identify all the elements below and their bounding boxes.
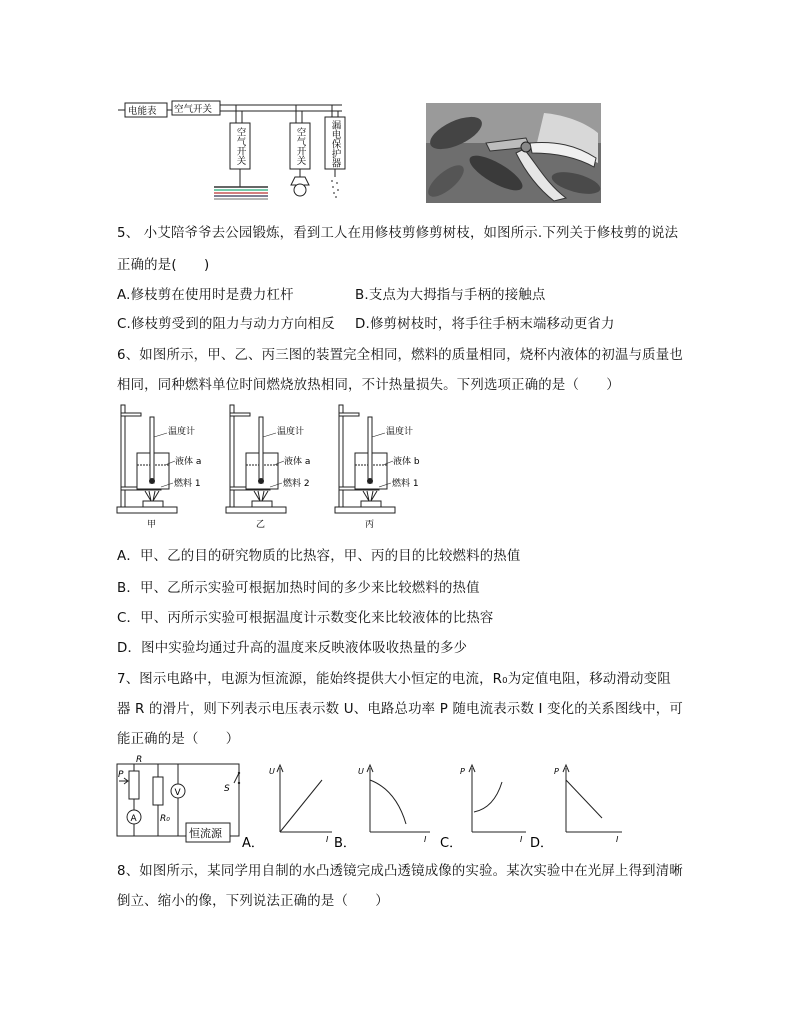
source-label: 恒流源 [189,827,222,840]
apparatus-figure-yi [224,403,334,533]
circuit-diagram [114,755,246,847]
switch-label: S [224,784,230,794]
fig-bing-thermometer-label: 温度计 [386,427,414,437]
outlet-dots [331,180,339,198]
fig-yi-liquid-label: 液体 a [284,457,311,467]
q6-stem-line2: 相同，同种燃料单位时间燃烧放热相同，不计热量损失。下列选项正确的是（ ） [117,378,620,393]
q5-stem-line1: 5、 小艾陪爷爷去公园锻炼，看到工人在用修枝剪修剪树枝，如图所示.下列关于修枝剪的说法 [117,226,679,241]
graph-a-y-label: U [269,767,275,776]
rheostat-r [129,771,139,799]
fig-bing-fuel-label: 燃料 1 [392,479,419,489]
apparatus-figure-jia [115,403,225,533]
rheostat-label: R [136,755,143,765]
ammeter-label: A [130,814,137,824]
q6-option-d: D．图中实验均通过升高的温度来反映液体吸收热量的多少 [117,641,468,656]
graph-c [440,762,532,848]
graph-b [334,762,434,848]
wire-bundle [214,187,268,199]
fig-jia-fuel-label: 燃料 1 [174,479,201,489]
graph-d [530,762,626,848]
main-switch-label: 空气开关 [174,104,213,115]
fig-bing-caption: 丙 [365,520,375,530]
q5-option-b: B.支点为大拇指与手柄的接触点 [355,288,546,303]
q7-stem-line3: 能正确的是（ ） [117,732,240,747]
meter-label: 电能表 [128,106,157,117]
fig-jia-thermometer-label: 温度计 [168,427,196,437]
fig-yi-fuel-label: 燃料 2 [283,479,310,489]
fig-jia-liquid-label: 液体 a [175,457,202,467]
q6-option-a: A．甲、乙的目的研究物质的比热容，甲、丙的目的比较燃料的热值 [117,549,521,564]
slider-label: P [118,770,124,780]
graph-b-x-label: I [424,835,427,844]
graph-a-curve [280,780,322,832]
graph-a-option-label: A． [242,836,264,848]
q8-stem-line2: 倒立、缩小的像，下列说法正确的是（ ） [117,894,389,909]
q5-option-c: C.修枝剪受到的阻力与动力方向相反 [117,317,335,332]
fig-yi-caption: 乙 [256,520,266,530]
branch-switch-1-label: 空气开关 [234,127,246,165]
graph-b-y-label: U [358,767,364,776]
resistor-r0 [153,777,163,805]
q6-option-c: C．甲、丙所示实验可根据温度计示数变化来比较液体的比热容 [117,611,494,626]
graph-a-x-label: I [326,835,329,844]
graph-d-x-label: I [616,835,619,844]
graph-c-curve [474,782,502,812]
graph-c-y-label: P [460,767,465,776]
graph-c-option-label: C． [440,836,463,848]
q8-stem-line1: 8、如图所示，某同学用自制的水凸透镜完成凸透镜成像的实验。某次实验中在光屏上得到清晰 [117,864,683,879]
graph-d-curve [566,780,602,818]
resistor-r0-label: R₀ [160,814,170,824]
graph-b-curve [370,780,406,824]
wiring-diagram [110,97,360,207]
graph-b-option-label: B． [334,836,356,848]
q6-option-b: B．甲、乙所示实验可根据加热时间的多少来比较燃料的热值 [117,581,480,596]
graph-a [242,762,334,848]
q6-stem-line1: 6、如图所示，甲、乙、丙三图的装置完全相同，燃料的质量相同，烧杯内液体的初温与质量也 [117,348,683,363]
graph-c-x-label: I [520,835,523,844]
apparatus-figure-bing [333,403,443,533]
fig-yi-thermometer-label: 温度计 [277,427,305,437]
branch-switch-2-label: 空气开关 [294,127,306,165]
graph-d-y-label: P [554,767,559,776]
switch-s [234,773,239,783]
pruning-shears-photo [426,103,601,203]
graph-d-option-label: D． [530,836,554,848]
fig-bing-liquid-label: 液体 b [393,457,420,467]
voltmeter-label: V [174,788,181,798]
q5-option-a: A.修枝剪在使用时是费力杠杆 [117,288,294,303]
q5-stem-line2: 正确的是( ) [117,258,210,273]
leakage-protector-label: 漏电保护器 [329,120,341,168]
fig-jia-caption: 甲 [147,520,157,530]
q7-stem-line2: 器 R 的滑片，则下列表示电压表示数 U、电路总功率 P 随电流表示数 I 变化的关系图线中，可 [117,702,683,717]
q5-option-d: D.修剪树枝时，将手往手柄末端移动更省力 [355,317,615,332]
q7-stem-line1: 7、图示电路中，电源为恒流源，能始终提供大小恒定的电流，R₀为定值电阻，移动滑动变阻 [117,672,671,687]
